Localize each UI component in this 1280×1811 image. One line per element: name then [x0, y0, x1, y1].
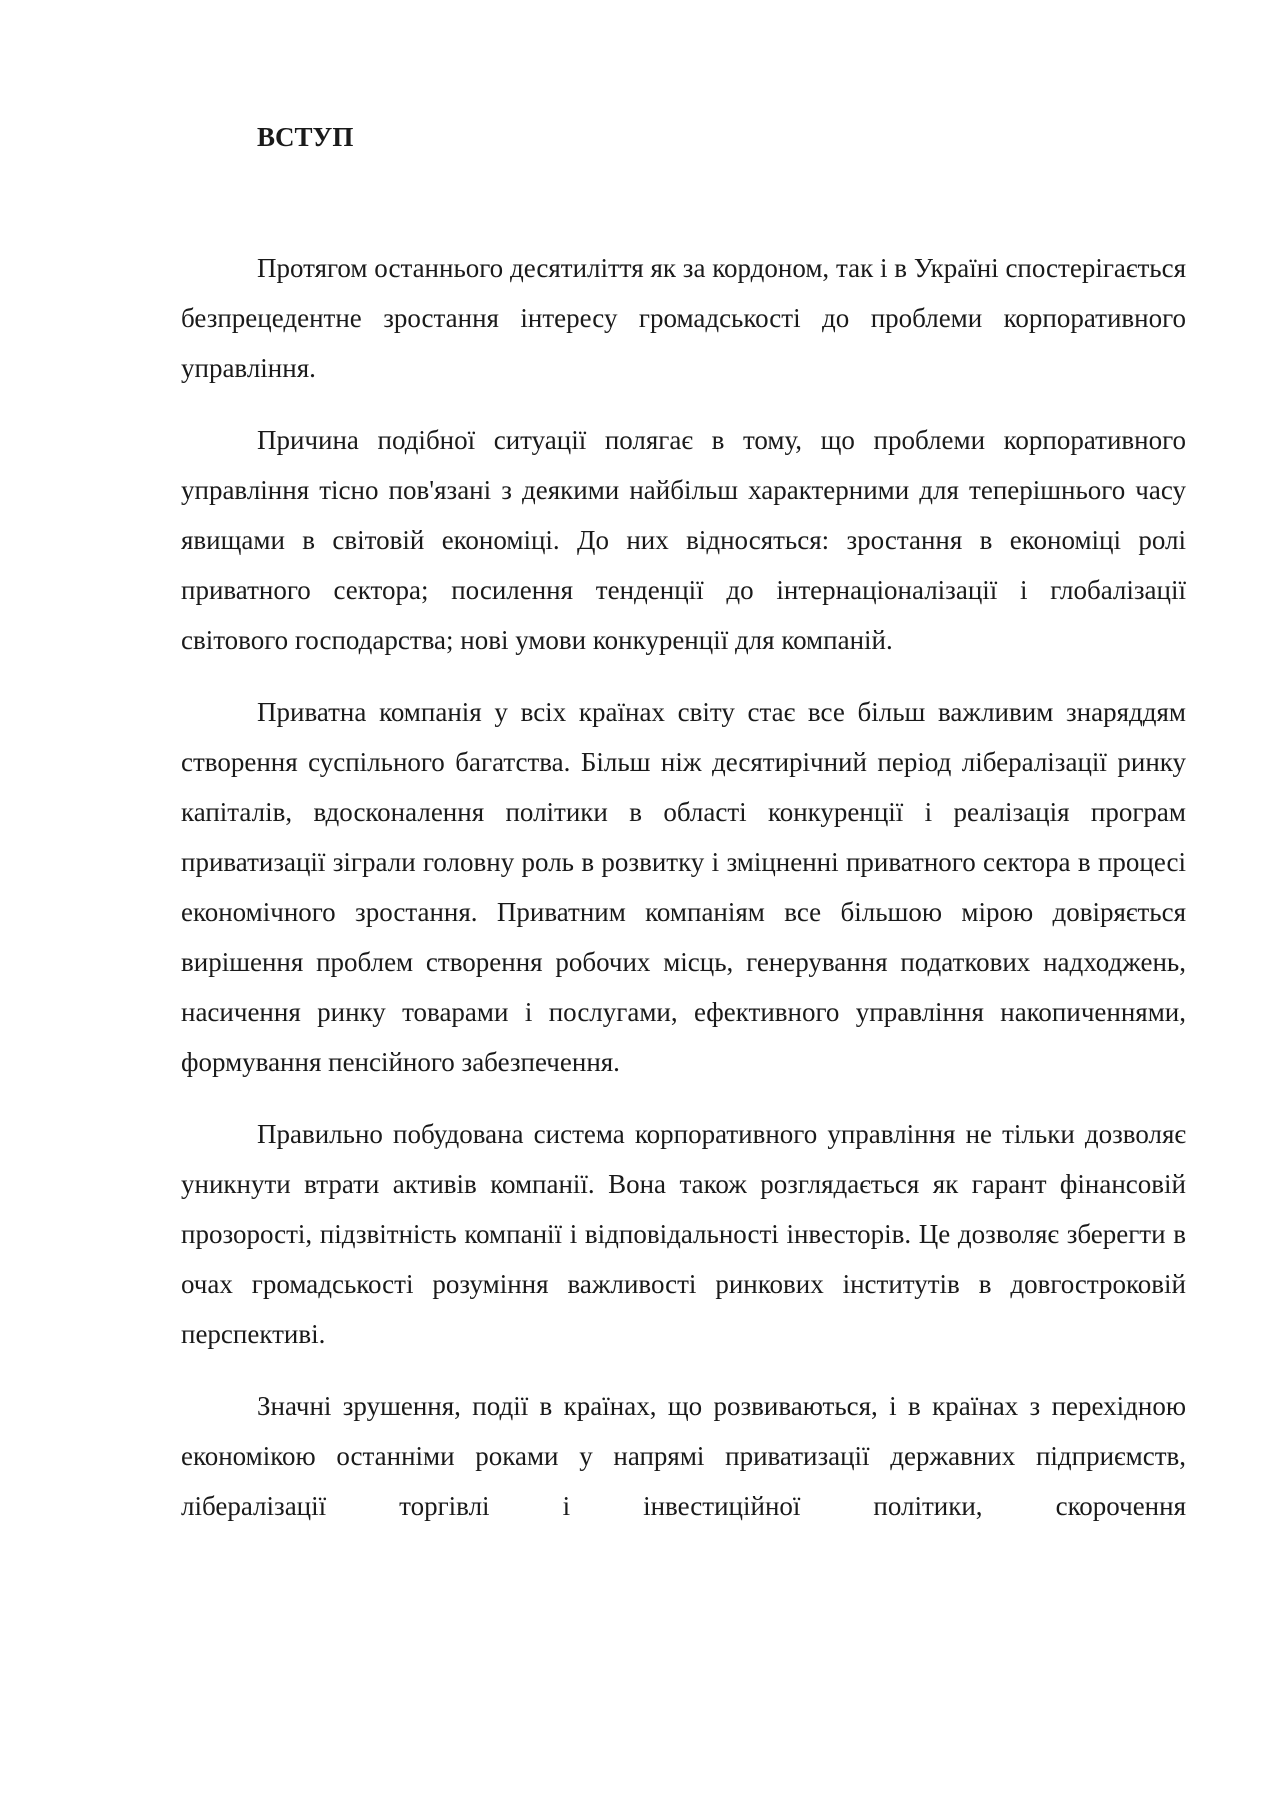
paragraph-5: Значні зрушення, події в країнах, що розвиваються, і в країнах з перехідною економікою останніми роками у напрямі приватизації державних підприємств, лібералізації торгівлі і інвестиційної політики, скорочення: [181, 1391, 1186, 1521]
document-body: [181, 117, 1186, 1553]
paragraph-3: Приватна компанія у всіх країнах світу стає все більш важливим знаряддям створення суспільного багатства. Більш ніж десятирічний період лібералізації ринку капіталів, вдосконалення політики в області конкуренції і реалізація програм приватизації зіграли головну роль в розвитку і зміцненні приватного сектора в процесі економічного зростання. Приватним компаніям все більшою мірою довіряється вирішення проблем створення робочих місць, генерування податкових надходжень, насичення ринку товарами і послугами, ефективного управління накопиченнями, формування пенсійного забезпечення.: [181, 697, 1186, 1077]
paragraph-2: Причина подібної ситуації полягає в тому, що проблеми корпоративного управління тісно пов'язані з деякими найбільш характерними для теперішнього часу явищами в світовій економіці. До них відносяться: зростання в економіці ролі приватного сектора; посилення тенденції до інтернаціоналізації і глобалізації світового господарства; нові умови конкуренції для компаній.: [181, 425, 1186, 655]
paragraph-4: Правильно побудована система корпоративного управління не тільки дозволяє уникнути втрати активів компанії. Вона також розглядається як гарант фінансовій прозорості, підзвітність компанії і відповідальності інвесторів. Це дозволяє зберегти в очах громадськості розуміння важливості ринкових інститутів в довгостроковій перспективі.: [181, 1119, 1186, 1349]
section-heading: ВСТУП: [257, 122, 354, 152]
paragraph-1: Протягом останнього десятиліття як за кордоном, так і в Україні спостерігається безпрецедентне зростання інтересу громадськості до проблеми корпоративного управління.: [181, 253, 1186, 383]
